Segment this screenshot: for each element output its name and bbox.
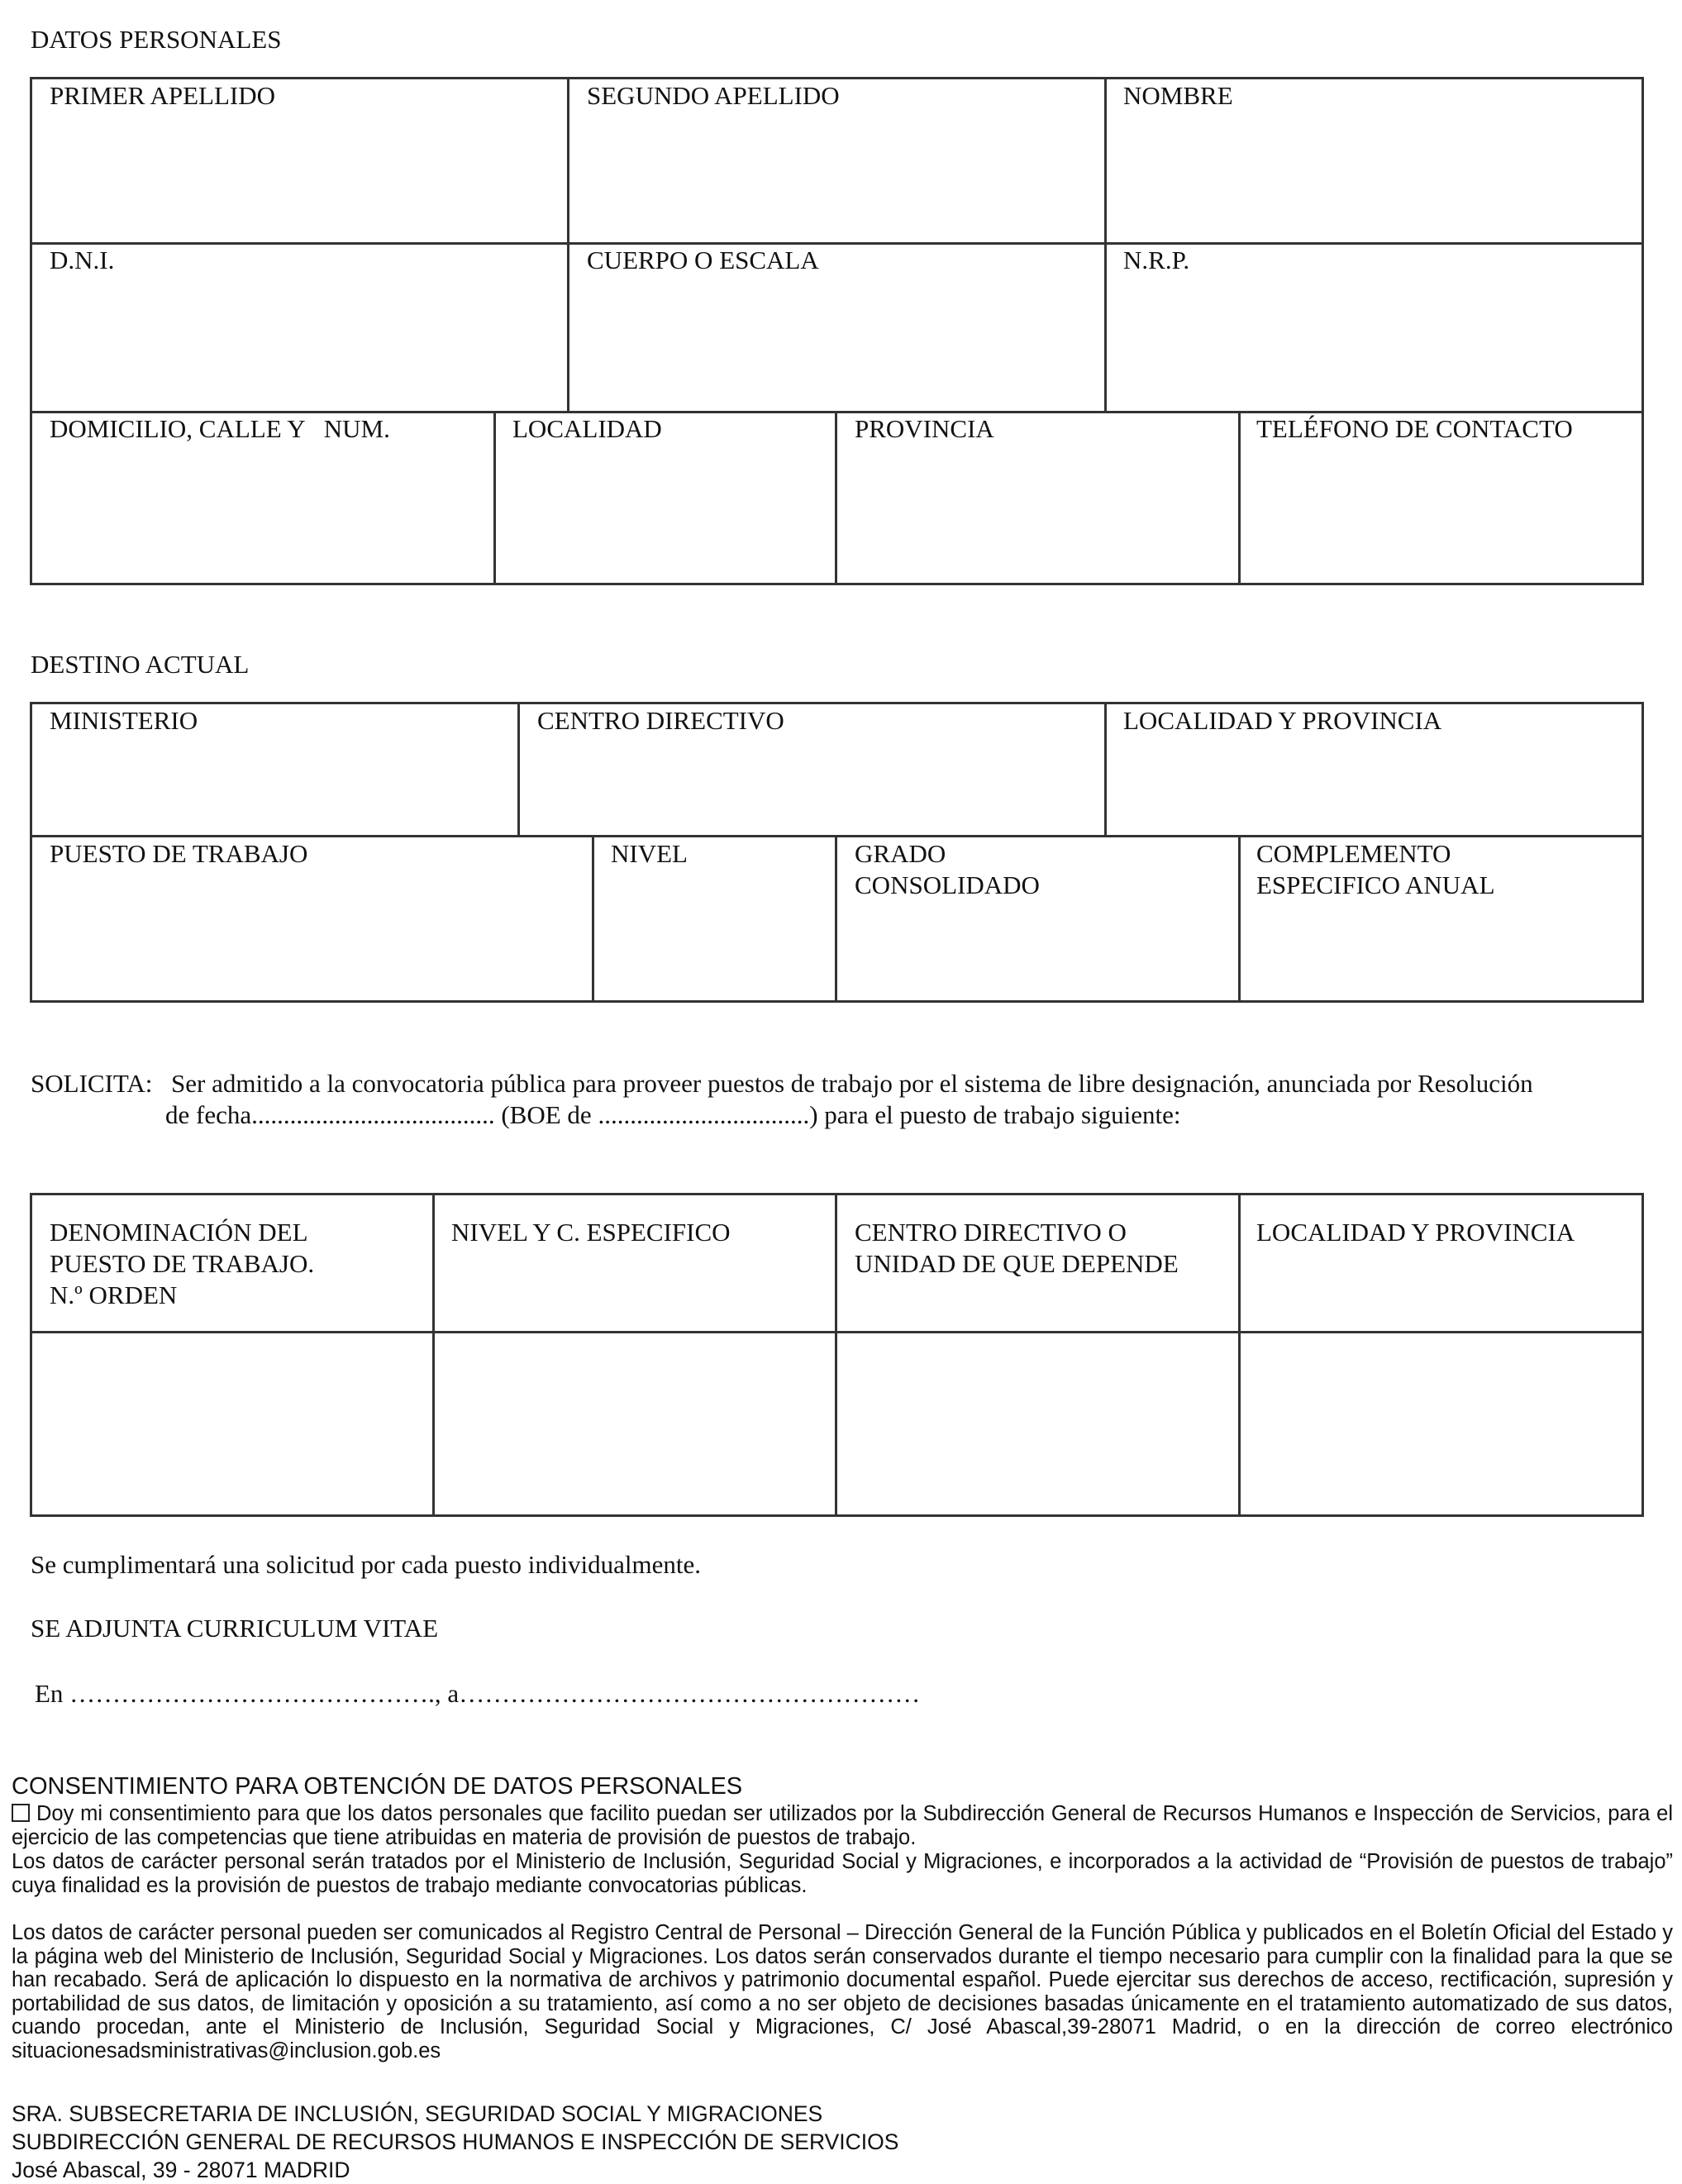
consent-paragraph-1: Los datos de carácter personal serán tratados por el Ministerio de Inclusión, Seguridad Social y Migraciones, e incorporados a la actividad de “Provisión de puestos de trabajo” cuya finalidad es la provisión de puestos de trabajo mediante convocatorias públicas.: [12, 1850, 1673, 1897]
input-centro-directivo[interactable]: [838, 1334, 1235, 1514]
field-grado-consolidado[interactable]: [855, 838, 1040, 901]
place-date-line[interactable]: En ……………………………………., a………………………………………………: [35, 1679, 921, 1708]
cell-line: PUESTO DE TRABAJO: [50, 839, 308, 868]
field-localidad-provincia[interactable]: LOCALIDAD Y PROVINCIA: [1123, 706, 1442, 735]
table-divider: [517, 702, 520, 835]
header-line: CENTRO DIRECTIVO O: [855, 1218, 1127, 1247]
field-nivel[interactable]: [611, 838, 688, 870]
note-una-solicitud: Se cumplimentará una solicitud por cada puesto individualmente.: [31, 1550, 701, 1579]
field-complemento-especifico[interactable]: [1256, 838, 1495, 901]
solicita-line2: de fecha...................................... (BOE de .................................) para el puesto de trabajo siguiente:: [165, 1100, 1181, 1129]
field-ministerio[interactable]: MINISTERIO: [50, 706, 198, 735]
field-centro-directivo[interactable]: CENTRO DIRECTIVO: [537, 706, 784, 735]
table-divider: [567, 77, 569, 411]
table-divider: [835, 1193, 837, 1517]
consent-checkbox[interactable]: [12, 1804, 30, 1822]
consent-checkbox-paragraph: [12, 1802, 1673, 1849]
consent-checkbox-text: Doy mi consentimiento para que los datos personales que facilito puedan ser utilizados por la Subdirección General de Recursos Humanos e Inspección de Servicios, para el ejercicio de las competencias que tiene atribuidas en materia de provisión de puestos de trabajo.: [12, 1802, 1673, 1849]
field-dni[interactable]: D.N.I.: [50, 246, 115, 274]
section-heading-destino-actual: DESTINO ACTUAL: [31, 650, 250, 679]
header-localidad-provincia: [1256, 1217, 1575, 1248]
table-divider: [1238, 1193, 1241, 1517]
cell-line: CONSOLIDADO: [855, 870, 1040, 899]
table-divider: [432, 1193, 435, 1517]
header-nivel-especifico: [451, 1217, 731, 1248]
consent-title: CONSENTIMIENTO PARA OBTENCIÓN DE DATOS PERSONALES: [12, 1773, 743, 1800]
address-line: José Abascal, 39 - 28071 MADRID: [12, 2158, 350, 2182]
section-heading-datos-personales: DATOS PERSONALES: [31, 25, 282, 54]
field-puesto-trabajo[interactable]: [50, 838, 307, 870]
table-divider: [493, 411, 496, 585]
table-divider: [835, 411, 837, 585]
field-primer-apellido[interactable]: PRIMER APELLIDO: [50, 81, 275, 110]
field-domicilio[interactable]: DOMICILIO, CALLE Y NUM.: [50, 414, 390, 443]
field-localidad[interactable]: LOCALIDAD: [512, 414, 662, 443]
table-divider: [1238, 835, 1241, 1003]
cell-line: ESPECIFICO ANUAL: [1256, 870, 1495, 899]
header-line: LOCALIDAD Y PROVINCIA: [1256, 1218, 1575, 1247]
field-telefono[interactable]: TELÉFONO DE CONTACTO: [1256, 414, 1573, 443]
header-line: PUESTO DE TRABAJO.: [50, 1249, 315, 1278]
field-segundo-apellido[interactable]: SEGUNDO APELLIDO: [587, 81, 840, 110]
table-divider: [835, 835, 837, 1003]
table-divider: [1104, 702, 1107, 835]
input-nivel-especifico[interactable]: [436, 1334, 832, 1514]
header-line: N.º ORDEN: [50, 1280, 178, 1309]
address-block: [12, 2100, 898, 2184]
header-line: DENOMINACIÓN DEL: [50, 1218, 308, 1247]
header-line: NIVEL Y C. ESPECIFICO: [451, 1218, 731, 1247]
table-divider: [1238, 411, 1241, 585]
table-divider: [30, 242, 1644, 245]
consent-paragraph-2: Los datos de carácter personal pueden ser comunicados al Registro Central de Personal – Dirección General de la Función Pública y publicados en el Boletín Oficial del Estado y la página web del Ministerio de Inclusión, Seguridad Social y Migraciones. Los datos serán conservados durante el tiempo necesario para cumplir con la finalidad para la que se han recabado. Será de aplicación lo dispuesto en la normativa de archivos y patrimonio documental español. Puede ejercitar sus derechos de acceso, rectificación, supresión y portabilidad de sus datos, de limitación y oposición a su tratamiento, así como a no ser objeto de decisiones basadas únicamente en el tratamiento automatizado de sus datos, cuando procedan, ante el Ministerio de Inclusión, Seguridad Social y Migraciones, C/ José Abascal,39-28071 Madrid, o en la dirección de correo electrónico situacionesadsministrativas@inclusion.gob.es: [12, 1921, 1673, 2062]
cell-line: COMPLEMENTO: [1256, 839, 1451, 868]
note-adjunta-cv: SE ADJUNTA CURRICULUM VITAE: [31, 1614, 439, 1643]
header-line: UNIDAD DE QUE DEPENDE: [855, 1249, 1179, 1278]
input-localidad-provincia[interactable]: [1241, 1334, 1641, 1514]
address-line: SUBDIRECCIÓN GENERAL DE RECURSOS HUMANOS E INSPECCIÓN DE SERVICIOS: [12, 2129, 899, 2154]
header-centro-directivo: [855, 1217, 1179, 1280]
solicita-line1: Ser admitido a la convocatoria pública para proveer puestos de trabajo por el sistema de libre designación, anunciada por Resolución: [171, 1069, 1533, 1098]
header-denominacion: [50, 1217, 314, 1311]
address-line: SRA. SUBSECRETARIA DE INCLUSIÓN, SEGURIDAD SOCIAL Y MIGRACIONES: [12, 2101, 823, 2126]
cell-line: GRADO: [855, 839, 946, 868]
field-nombre[interactable]: NOMBRE: [1123, 81, 1233, 110]
table-divider: [592, 835, 594, 1003]
solicita-label: SOLICITA:: [31, 1069, 153, 1098]
field-nrp[interactable]: N.R.P.: [1123, 246, 1190, 274]
table-divider: [1104, 77, 1107, 411]
field-provincia[interactable]: PROVINCIA: [855, 414, 994, 443]
cell-line: NIVEL: [611, 839, 688, 868]
field-cuerpo-escala[interactable]: CUERPO O ESCALA: [587, 246, 819, 274]
input-denominacion[interactable]: [33, 1334, 430, 1514]
